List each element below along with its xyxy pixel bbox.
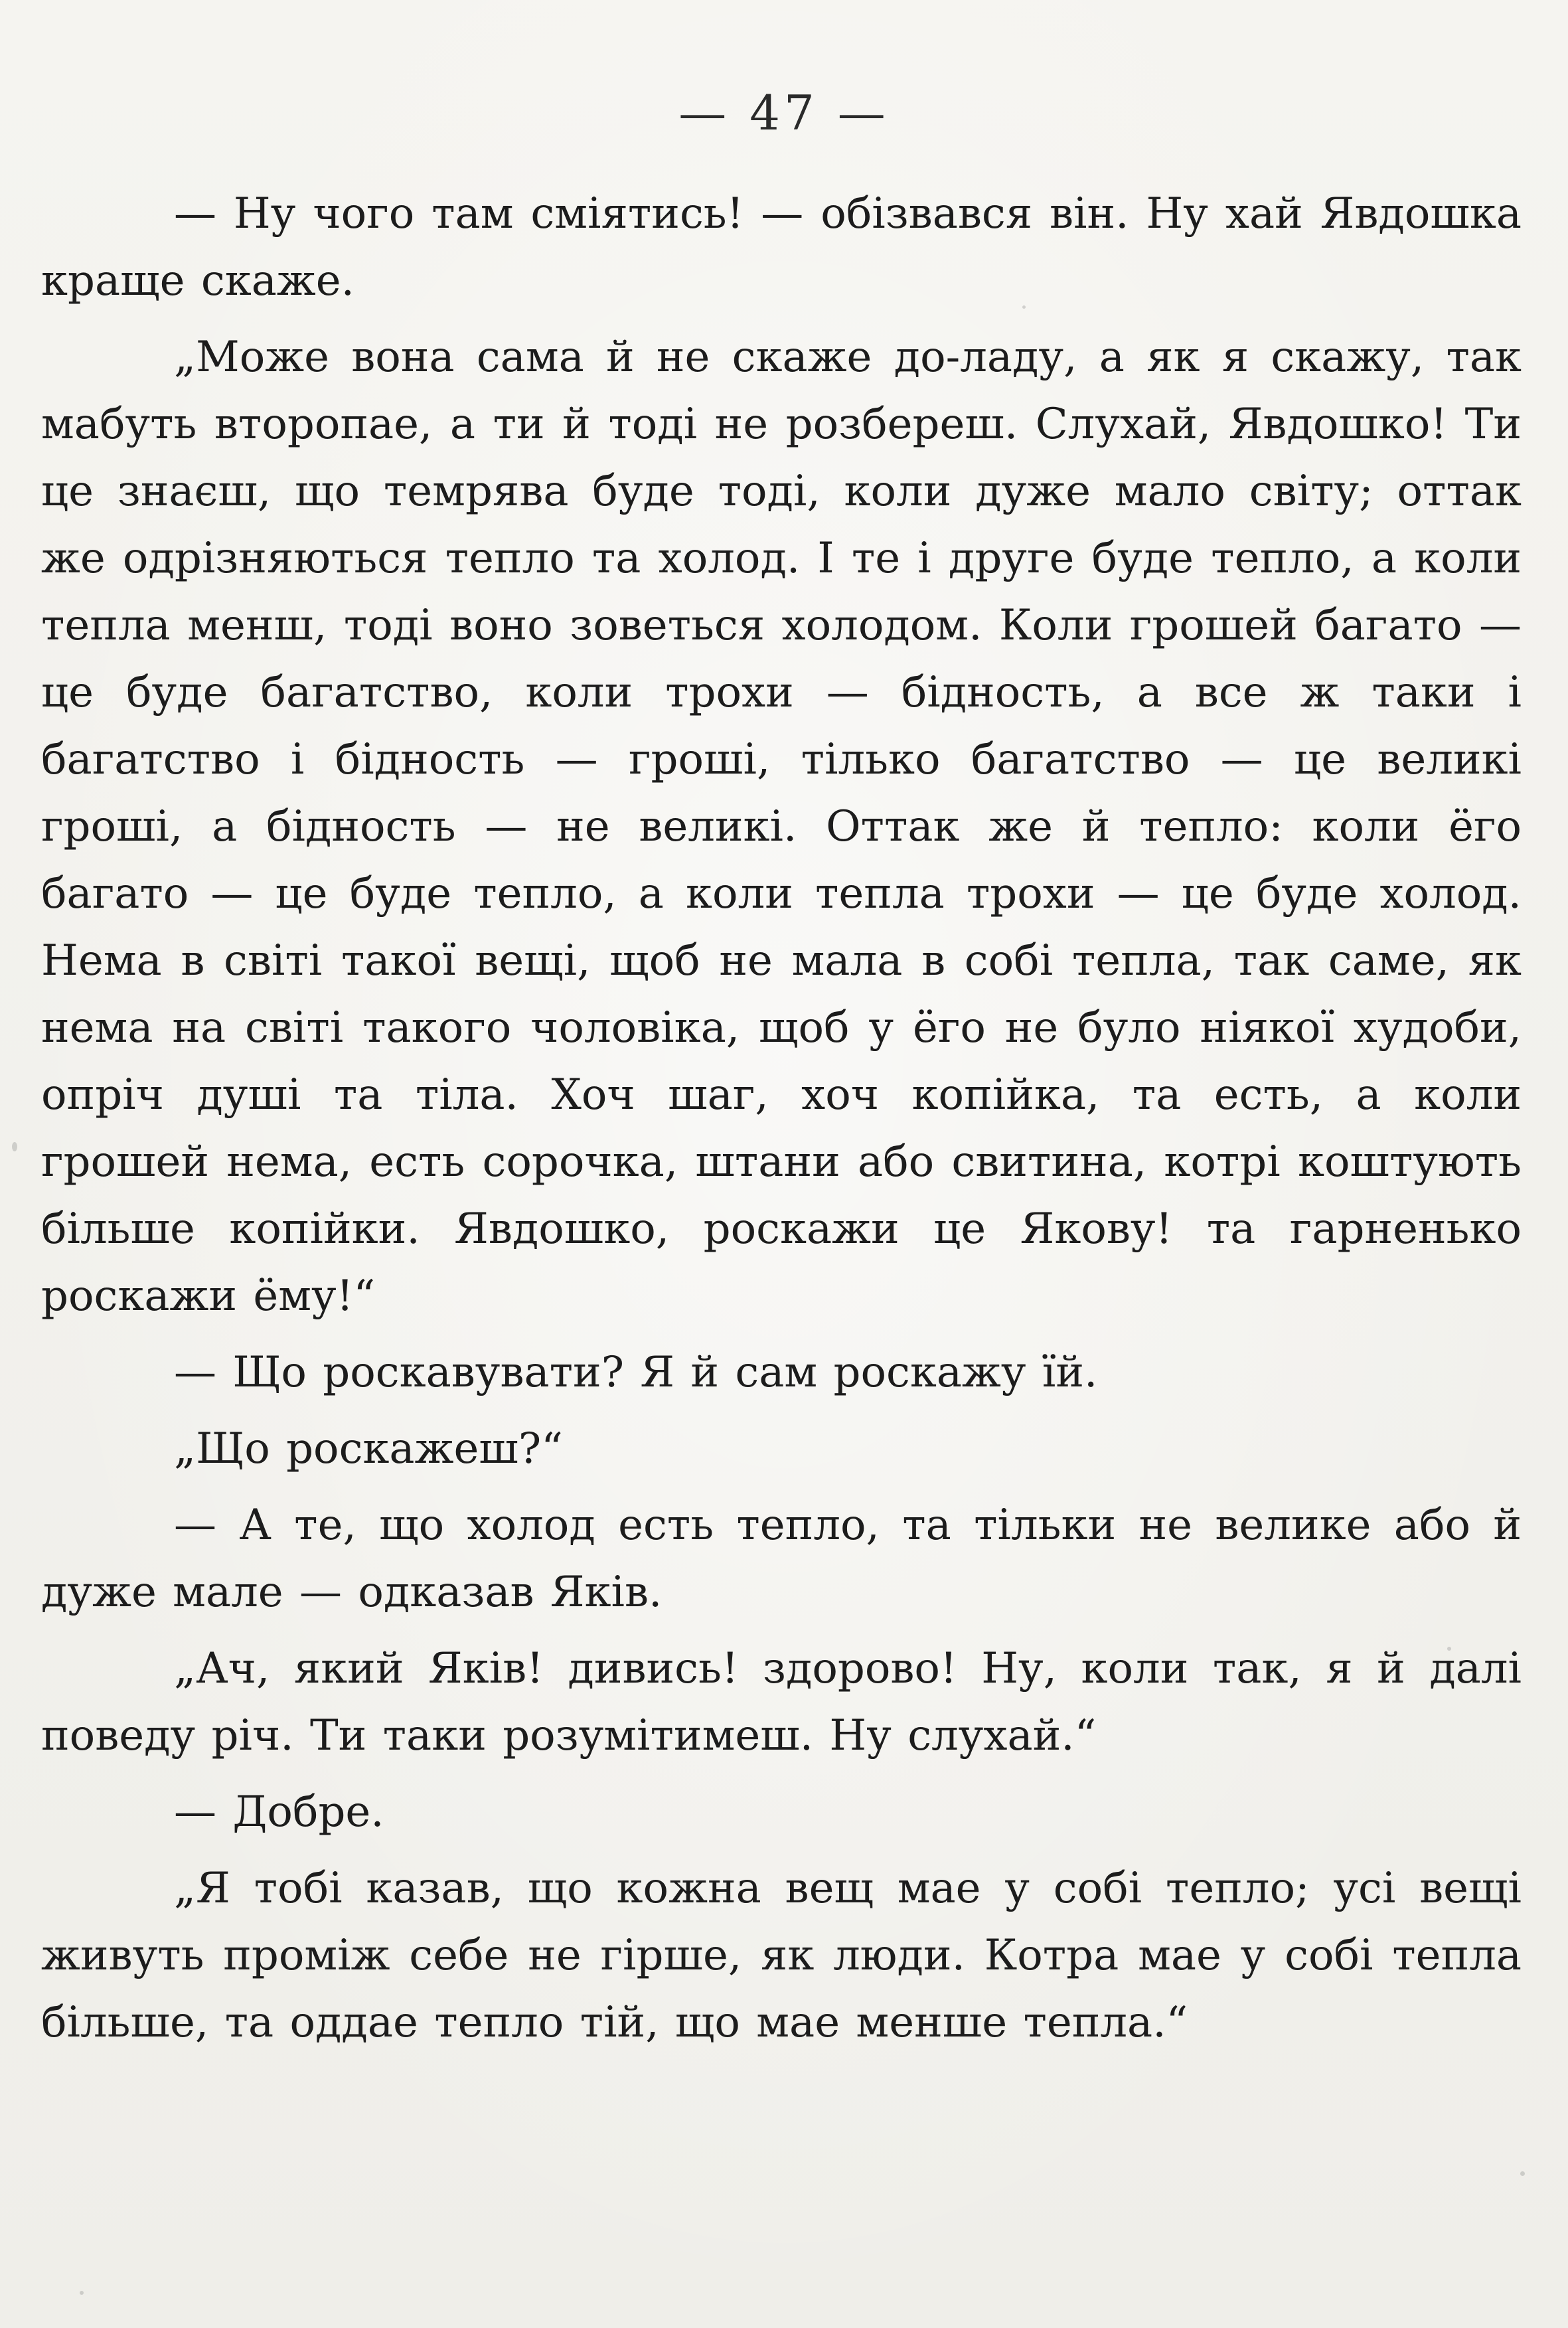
paragraph: — Добре. [174, 1788, 384, 1837]
page-number: — 47 — [678, 85, 890, 141]
paragraph: — Ну чого там сміятись! — обізвався він. Ну хай Явдошка краще скаже. [41, 189, 1522, 305]
paragraph: — А те, що холод есть тепло, та тільки не велике або й дуже мале — одказав Яків. [41, 1501, 1522, 1617]
paragraph: „Може вона сама й не скаже до-ладу, а як я скажу, так мабуть второпае, а ти й тоді не розбереш. Слухай, Явдошко! Ти це знаєш, що темрява буде тоді, коли дуже мало світу; оттак же одрізняються тепло та холод. І те і друге буде тепло, а коли тепла менш, тоді воно зоветься холодом. Коли грошей багато — це буде багатство, коли трохи — бідность, а все ж таки і багатство і бідность — гроші, тілько багатство — це великі гроші, а бідность — не великі. Оттак же й тепло: коли ёго багато — це буде тепло, а коли тепла трохи — це буде холод. Нема в світі такої вещі, щоб не мала в собі тепла, так саме, як нема на світі такого чоловіка, щоб у ёго не було ніякої худоби, опріч душі та тіла. Хоч шаг, хоч копійка, та есть, а коли грошей нема, есть сорочка, штани або свитина, котрі коштують більше копійки. Явдошко, роскажи це Якову! та гарненько роскажи ёму!“ [41, 333, 1522, 1321]
paper-speck [1022, 305, 1026, 309]
paper-speck [12, 1142, 17, 1151]
paragraph: „Я тобі казав, що кожна вещ мае у собі тепло; усі вещі живуть проміж себе не гірше, як люди. Котра мае у собі тепла більше, та оддае тепло тій, що мае менше тепла.“ [41, 1864, 1522, 2047]
paper-speck [1447, 1647, 1451, 1651]
paragraph: — Що роскавувати? Я й сам роскажу їй. [174, 1348, 1098, 1397]
paper-speck [80, 2291, 84, 2295]
paragraph: „Ач, який Яків! дивись! здорово! Ну, коли так, я й далі поведу річ. Ти таки розумітимеш. Ну слухай.“ [41, 1644, 1522, 1760]
page-body-text [41, 181, 1522, 2056]
paper-speck [1520, 2171, 1525, 2176]
paragraph: „Що роскажеш?“ [174, 1424, 563, 1473]
